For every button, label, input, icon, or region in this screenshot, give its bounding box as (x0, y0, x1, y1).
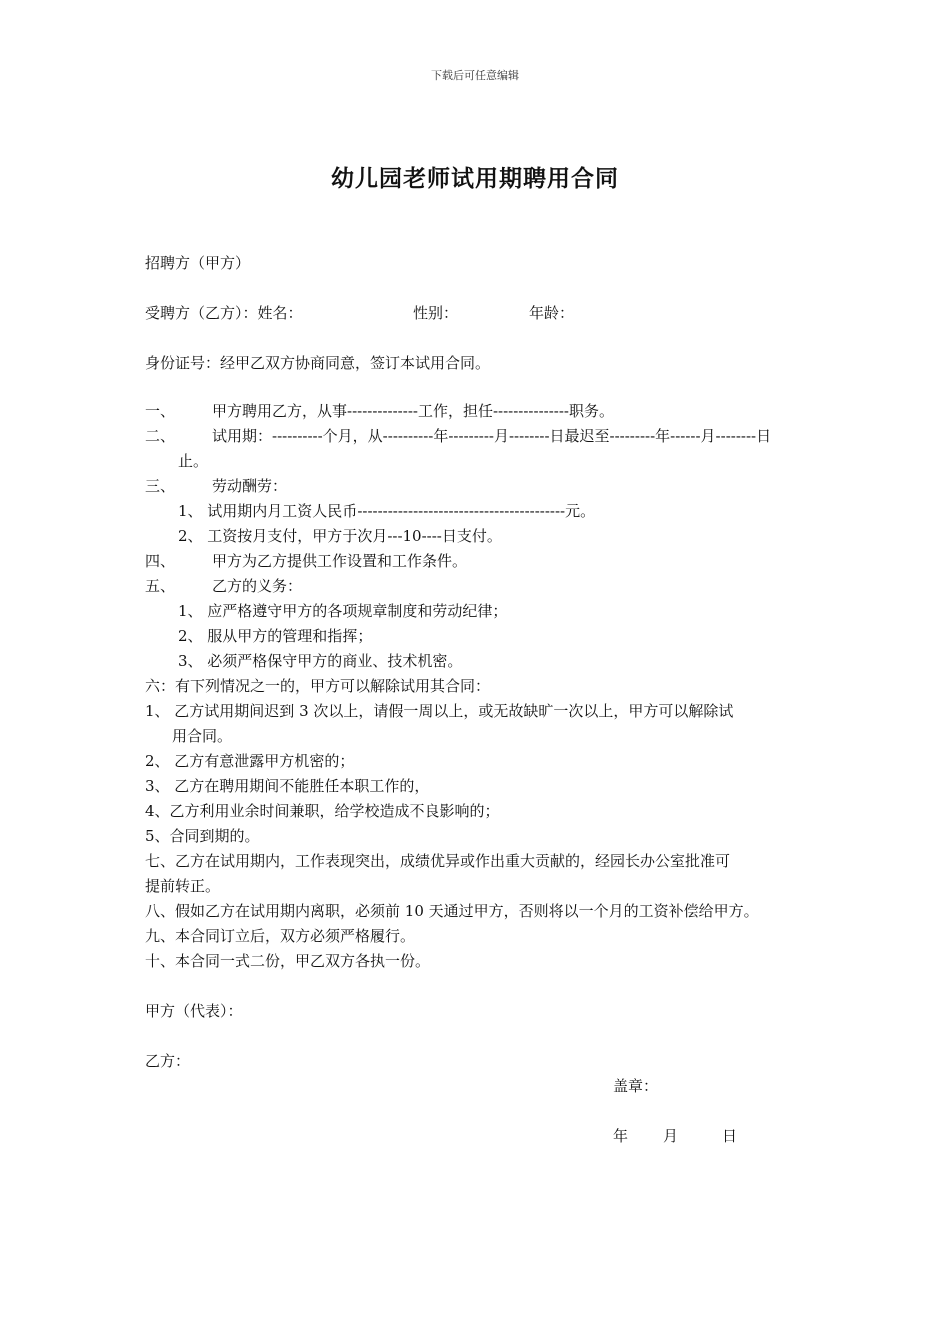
clause-6-item-1-continuation: 用合同。 (172, 727, 233, 745)
clause-6-text: 六：有下列情况之一的，甲方可以解除试用其合同： (145, 677, 491, 695)
clause-6-item-3: 3、 乙方在聘用期间不能胜任本职工作的， (145, 777, 430, 795)
clause-5-text: 乙方的义务： (212, 577, 303, 595)
clause-6-item-5: 5、合同到期的。 (145, 827, 260, 845)
date-month: 月 (663, 1127, 679, 1145)
clause-2-number: 二、 (145, 427, 176, 445)
clause-6-item-4: 4、乙方利用业余时间兼职，给学校造成不良影响的； (145, 802, 500, 820)
date-year: 年 (613, 1127, 629, 1145)
party-b-age: 年龄： (529, 304, 575, 322)
clause-5-number: 五、 (145, 577, 176, 595)
clause-6-item-1: 1、 乙方试用期间迟到 3 次以上，请假一周以上，或无故缺旷一次以上，甲方可以解除试 (145, 702, 734, 720)
party-b-label: 受聘方（乙方）：姓名： (145, 304, 303, 322)
seal-label: 盖章： (613, 1077, 659, 1095)
clause-2-continuation: 止。 (178, 452, 209, 470)
id-line: 身份证号：经甲乙双方协商同意，签订本试用合同。 (145, 354, 491, 372)
clause-3-item-1: 1、 试用期内月工资人民币-----------------------------------------元。 (178, 502, 596, 520)
clause-3-text: 劳动酬劳： (212, 477, 288, 495)
clause-10-text: 十、本合同一式二份，甲乙双方各执一份。 (145, 952, 431, 970)
document-title: 幼儿园老师试用期聘用合同 (331, 165, 619, 192)
clause-9-text: 九、本合同订立后，双方必须严格履行。 (145, 927, 416, 945)
clause-4-text: 甲方为乙方提供工作设置和工作条件。 (212, 552, 468, 570)
clause-5-item-3: 3、 必须严格保守甲方的商业、技术机密。 (178, 652, 463, 670)
party-a-signature: 甲方（代表）： (145, 1002, 243, 1020)
clause-8-text: 八、假如乙方在试用期内离职，必须前 10 天通过甲方，否则将以一个月的工资补偿给甲方。 (145, 902, 759, 920)
party-b-gender: 性别： (413, 304, 459, 322)
party-b-signature: 乙方： (145, 1052, 191, 1070)
clause-1-number: 一、 (145, 402, 176, 420)
clause-5-item-2: 2、 服从甲方的管理和指挥； (178, 627, 373, 645)
clause-5-item-1: 1、 应严格遵守甲方的各项规章制度和劳动纪律； (178, 602, 508, 620)
clause-7-continuation: 提前转正。 (145, 877, 221, 895)
clause-7-text: 七、乙方在试用期内，工作表现突出，成绩优异或作出重大贡献的，经园长办公室批准可 (145, 852, 731, 870)
clause-1-text: 甲方聘用乙方，从事--------------工作，担任---------------职务。 (212, 402, 614, 420)
clause-2-text: 试用期：----------个月，从----------年---------月--------日最迟至---------年------月--------日 (212, 427, 772, 445)
party-a-line: 招聘方（甲方） (145, 254, 251, 272)
document-header: 下载后可任意编辑 (431, 69, 519, 82)
clause-3-item-2: 2、 工资按月支付，甲方于次月---10----日支付。 (178, 527, 502, 545)
clause-4-number: 四、 (145, 552, 176, 570)
date-day: 日 (722, 1127, 738, 1145)
clause-6-item-2: 2、 乙方有意泄露甲方机密的； (145, 752, 355, 770)
clause-3-number: 三、 (145, 477, 176, 495)
